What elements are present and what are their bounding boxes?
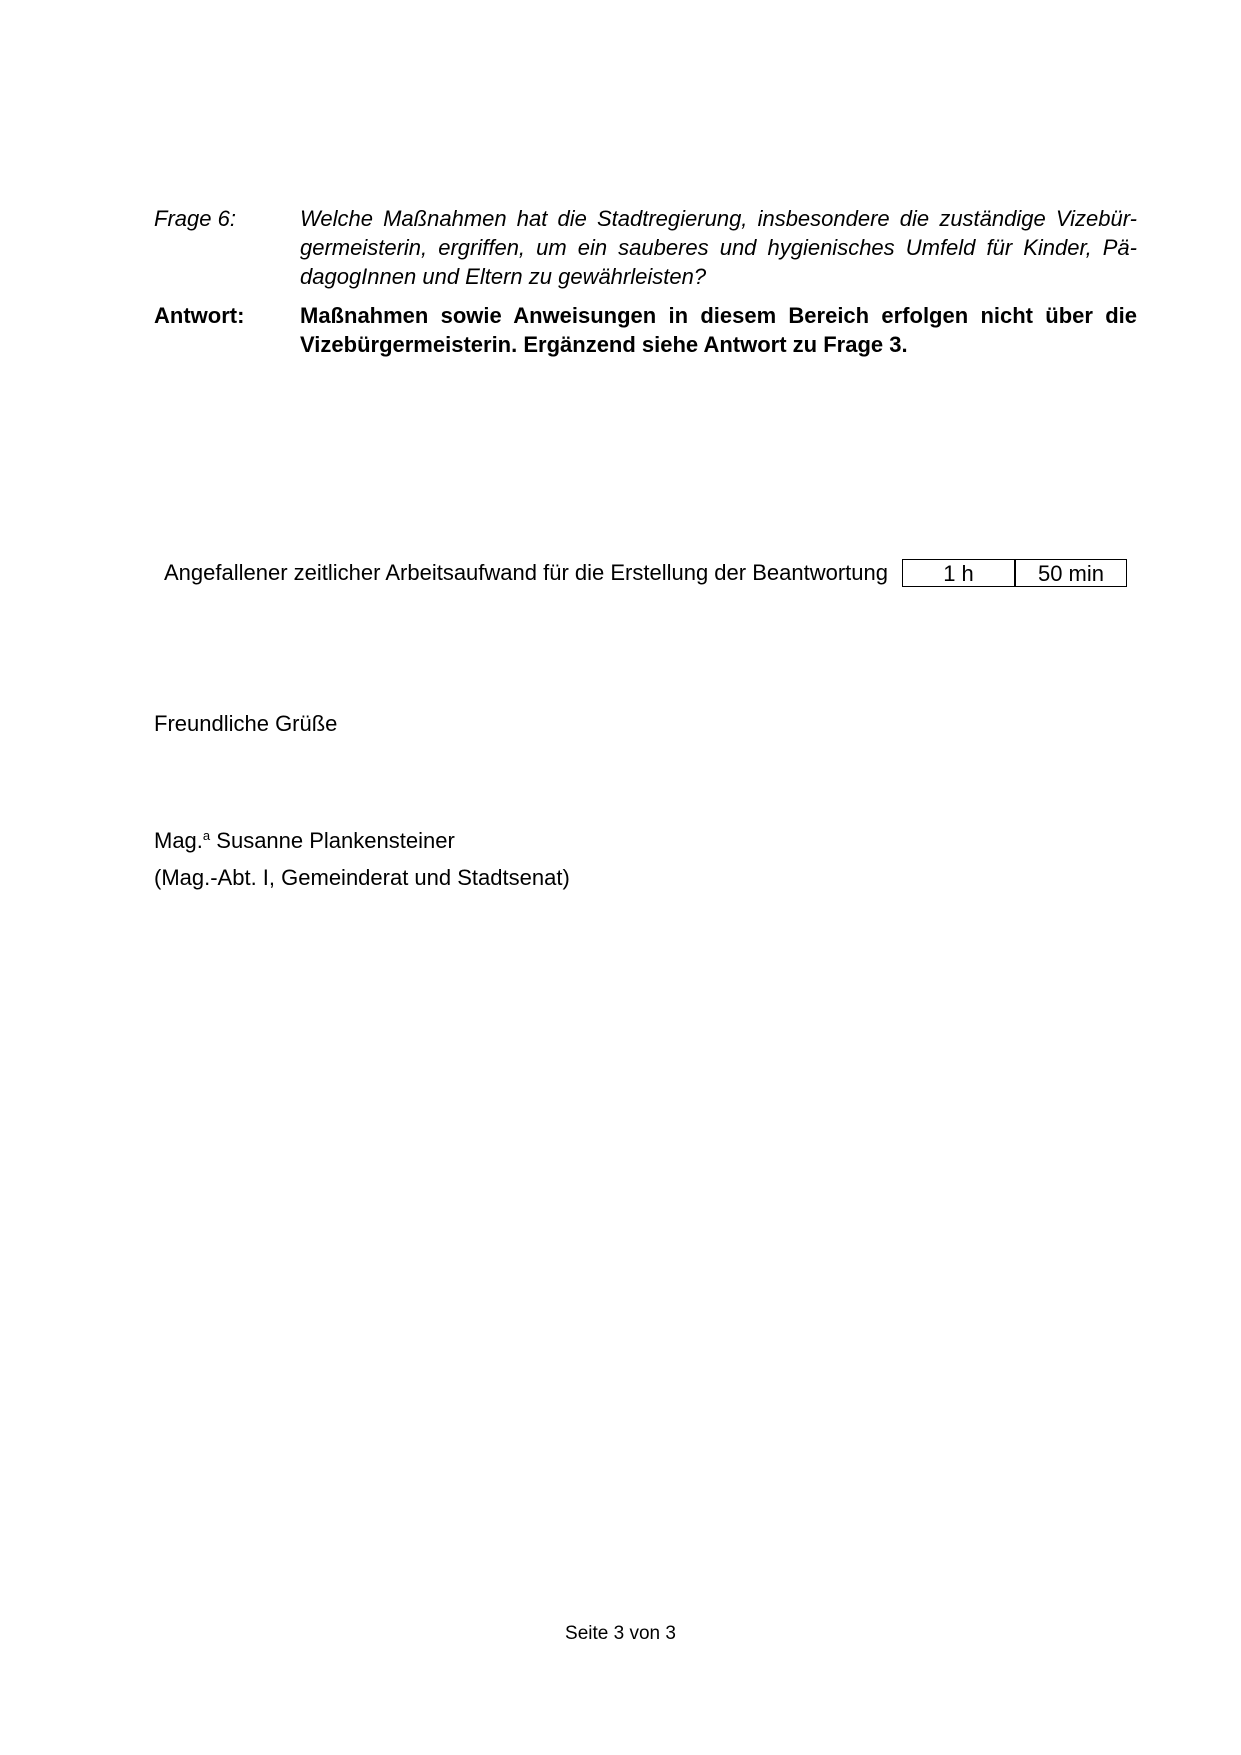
work-effort-label: Angefallener zeitlicher Arbeitsaufwand für die Erstellung der Beantwortung [164, 560, 888, 585]
work-effort-hours: 1 h [902, 559, 1015, 587]
question-row [154, 204, 1137, 291]
question-line: germeisterin, ergriffen, um ein sauberes und hygienisches Umfeld für Kinder, Pä- [300, 235, 1137, 260]
signatory-name: Susanne Plankensteiner [216, 828, 455, 853]
signatory-title: Mag. [154, 828, 203, 853]
work-effort-row [164, 557, 1127, 588]
question-line: dagogInnen und Eltern zu gewährleisten? [300, 264, 707, 289]
question-answer-block [154, 204, 1137, 359]
signatory-name-line [154, 822, 455, 855]
answer-line: Vizebürgermeisterin. Ergänzend siehe Antwort zu Frage 3. [300, 332, 908, 357]
closing-greeting: Freundliche Grüße [154, 711, 338, 736]
page-number: Seite 3 von 3 [565, 1623, 676, 1644]
question-label: Frage 6: [154, 206, 236, 231]
answer-line: Maßnahmen sowie Anweisungen in diesem Bereich erfolgen nicht über die [300, 303, 1137, 328]
answer-row [154, 301, 1137, 359]
answer-text [300, 301, 1137, 359]
answer-label: Antwort: [154, 303, 245, 328]
question-text [300, 204, 1137, 291]
signatory-title-suffix: a [202, 828, 211, 843]
work-effort-minutes: 50 min [1015, 559, 1127, 587]
signatory-department: (Mag.-Abt. I, Gemeinderat und Stadtsenat) [154, 865, 570, 890]
question-line: Welche Maßnahmen hat die Stadtregierung, insbesondere die zuständige Vizebür- [300, 206, 1137, 231]
